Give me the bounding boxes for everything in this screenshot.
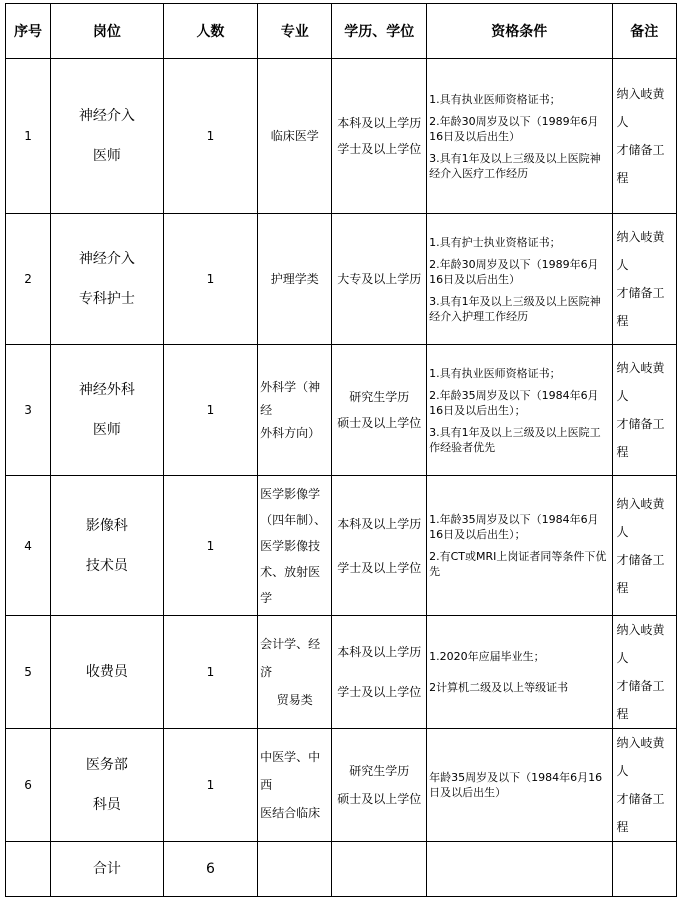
education-line: 研究生学历: [349, 764, 410, 778]
remark-line: 才储备工程: [616, 286, 665, 328]
row-qualifications: [427, 214, 612, 345]
major-line: 贸易类: [276, 693, 313, 707]
row-education: [332, 214, 427, 345]
row-index: 2: [6, 214, 51, 345]
table-row: [6, 729, 677, 842]
remark-line: 才储备工程: [616, 679, 665, 721]
row-education: [332, 616, 427, 729]
row-position: [51, 214, 164, 345]
major-line: 医学影像学: [260, 486, 321, 501]
qualification-item: 2.年龄30周岁及以下（1989年6月16日及以后出生）: [429, 257, 599, 286]
row-count: 1: [163, 616, 257, 729]
remark-line: 纳入岐黄人: [616, 361, 665, 403]
education-line: 硕士及以上学位: [337, 416, 422, 430]
major-line: 术、放射医学: [260, 564, 321, 605]
row-remark: [612, 616, 676, 729]
major-line: 会计学、经济: [260, 637, 321, 679]
row-position: [51, 59, 164, 214]
remark-line: 纳入岐黄人: [616, 623, 665, 665]
row-remark: [612, 729, 676, 842]
row-qualifications: [427, 476, 612, 616]
table-row: [6, 616, 677, 729]
table-row: [6, 345, 677, 476]
major-line: 医学影像技: [260, 538, 321, 553]
major-line: 临床医学: [270, 128, 319, 143]
position-line: 医师: [92, 148, 121, 164]
position-line: 医务部: [85, 757, 128, 773]
qualification-item: 2.年龄30周岁及以下（1989年6月16日及以后出生）: [429, 114, 599, 143]
row-count: 1: [163, 729, 257, 842]
row-major: [258, 345, 332, 476]
row-index: 3: [6, 345, 51, 476]
remark-line: 纳入岐黄人: [616, 496, 665, 539]
row-position: [51, 729, 164, 842]
header-count: 人数: [163, 4, 257, 59]
education-line: 学士及以上学位: [337, 685, 422, 699]
header-index: 序号: [6, 4, 51, 59]
qualification-item: 2.有CT或MRI上岗证者同等条件下优先: [429, 550, 607, 578]
table-row: [6, 59, 677, 214]
total-index-cell: [6, 842, 51, 897]
position-line: 神经介入: [78, 251, 135, 267]
row-position: [51, 616, 164, 729]
qualification-item: 3.具有1年及以上三级及以上医院神经介入护理工作经历: [429, 294, 601, 323]
header-position: 岗位: [51, 4, 164, 59]
education-line: 学士及以上学位: [337, 560, 422, 575]
row-remark: [612, 476, 676, 616]
position-line: 神经外科: [78, 382, 135, 398]
position-line: 科员: [92, 797, 121, 813]
qualification-item: 3.具有1年及以上三级及以上医院工作经验者优先: [429, 425, 601, 454]
table-row: [6, 476, 677, 616]
row-index: 5: [6, 616, 51, 729]
row-index: 4: [6, 476, 51, 616]
row-qualifications: [427, 59, 612, 214]
row-education: [332, 476, 427, 616]
qualification-item: 年龄35周岁及以下（1984年6月16日及以后出生）: [429, 771, 603, 799]
remark-line: 才储备工程: [616, 417, 665, 459]
row-position: [51, 345, 164, 476]
row-remark: [612, 214, 676, 345]
position-line: 影像科: [85, 517, 128, 534]
qualification-item: 2.年龄35周岁及以下（1984年6月16日及以后出生）；: [429, 388, 599, 417]
row-major: [258, 59, 332, 214]
total-label: 合计: [51, 842, 164, 897]
table-row: [6, 214, 677, 345]
qualification-item: 1.2020年应届毕业生；: [429, 650, 545, 663]
row-position: [51, 476, 164, 616]
row-major: [258, 214, 332, 345]
header-qualifications: 资格条件: [427, 4, 612, 59]
row-education: [332, 345, 427, 476]
total-count: 6: [163, 842, 257, 897]
major-line: 中医学、中西: [260, 750, 321, 792]
qualification-item: 1.具有执业医师资格证书；: [429, 366, 561, 380]
position-line: 技术员: [85, 557, 128, 574]
recruitment-table: [5, 3, 677, 897]
major-line: 外科方向）: [260, 425, 321, 440]
qualification-item: 3.具有1年及以上三级及以上医院神经介入医疗工作经历: [429, 151, 601, 180]
header-remark: 备注: [612, 4, 676, 59]
header-row: [6, 4, 677, 59]
row-qualifications: [427, 729, 612, 842]
qualification-item: 1.具有执业医师资格证书；: [429, 92, 561, 106]
total-qualifications-cell: [427, 842, 612, 897]
row-index: 6: [6, 729, 51, 842]
education-line: 本科及以上学历: [337, 645, 422, 659]
row-count: 1: [163, 476, 257, 616]
row-count: 1: [163, 214, 257, 345]
remark-line: 纳入岐黄人: [616, 736, 665, 778]
position-line: 医师: [92, 422, 121, 438]
education-line: 大专及以上学历: [337, 272, 422, 286]
row-qualifications: [427, 616, 612, 729]
total-education-cell: [332, 842, 427, 897]
header-education: 学历、学位: [332, 4, 427, 59]
position-line: 神经介入: [78, 108, 135, 124]
qualification-item: 2计算机二级及以上等级证书: [429, 681, 569, 694]
row-remark: [612, 59, 676, 214]
education-line: 研究生学历: [349, 390, 410, 404]
education-line: 本科及以上学历: [337, 116, 422, 130]
position-line: 收费员: [85, 664, 128, 680]
row-education: [332, 729, 427, 842]
total-row: [6, 842, 677, 897]
remark-line: 纳入岐黄人: [616, 230, 665, 272]
major-line: 医结合临床: [260, 806, 321, 820]
qualification-item: 1.具有护士执业资格证书；: [429, 235, 561, 249]
education-line: 本科及以上学历: [337, 516, 422, 531]
total-remark-cell: [612, 842, 676, 897]
total-major-cell: [258, 842, 332, 897]
row-count: 1: [163, 59, 257, 214]
remark-line: 才储备工程: [616, 552, 665, 595]
row-major: [258, 616, 332, 729]
education-line: 硕士及以上学位: [337, 792, 422, 806]
remark-line: 才储备工程: [616, 792, 665, 834]
major-line: （四年制）、: [260, 512, 327, 527]
position-line: 专科护士: [78, 291, 135, 307]
row-education: [332, 59, 427, 214]
remark-line: 纳入岐黄人: [616, 87, 665, 129]
row-index: 1: [6, 59, 51, 214]
row-count: 1: [163, 345, 257, 476]
remark-line: 才储备工程: [616, 143, 665, 185]
row-major: [258, 729, 332, 842]
major-line: 护理学类: [270, 271, 319, 286]
header-major: 专业: [258, 4, 332, 59]
qualification-item: 1.年龄35周岁及以下（1984年6月16日及以后出生）；: [429, 513, 599, 541]
major-line: 外科学（神经: [260, 379, 321, 417]
education-line: 学士及以上学位: [337, 142, 422, 156]
row-major: [258, 476, 332, 616]
row-qualifications: [427, 345, 612, 476]
row-remark: [612, 345, 676, 476]
